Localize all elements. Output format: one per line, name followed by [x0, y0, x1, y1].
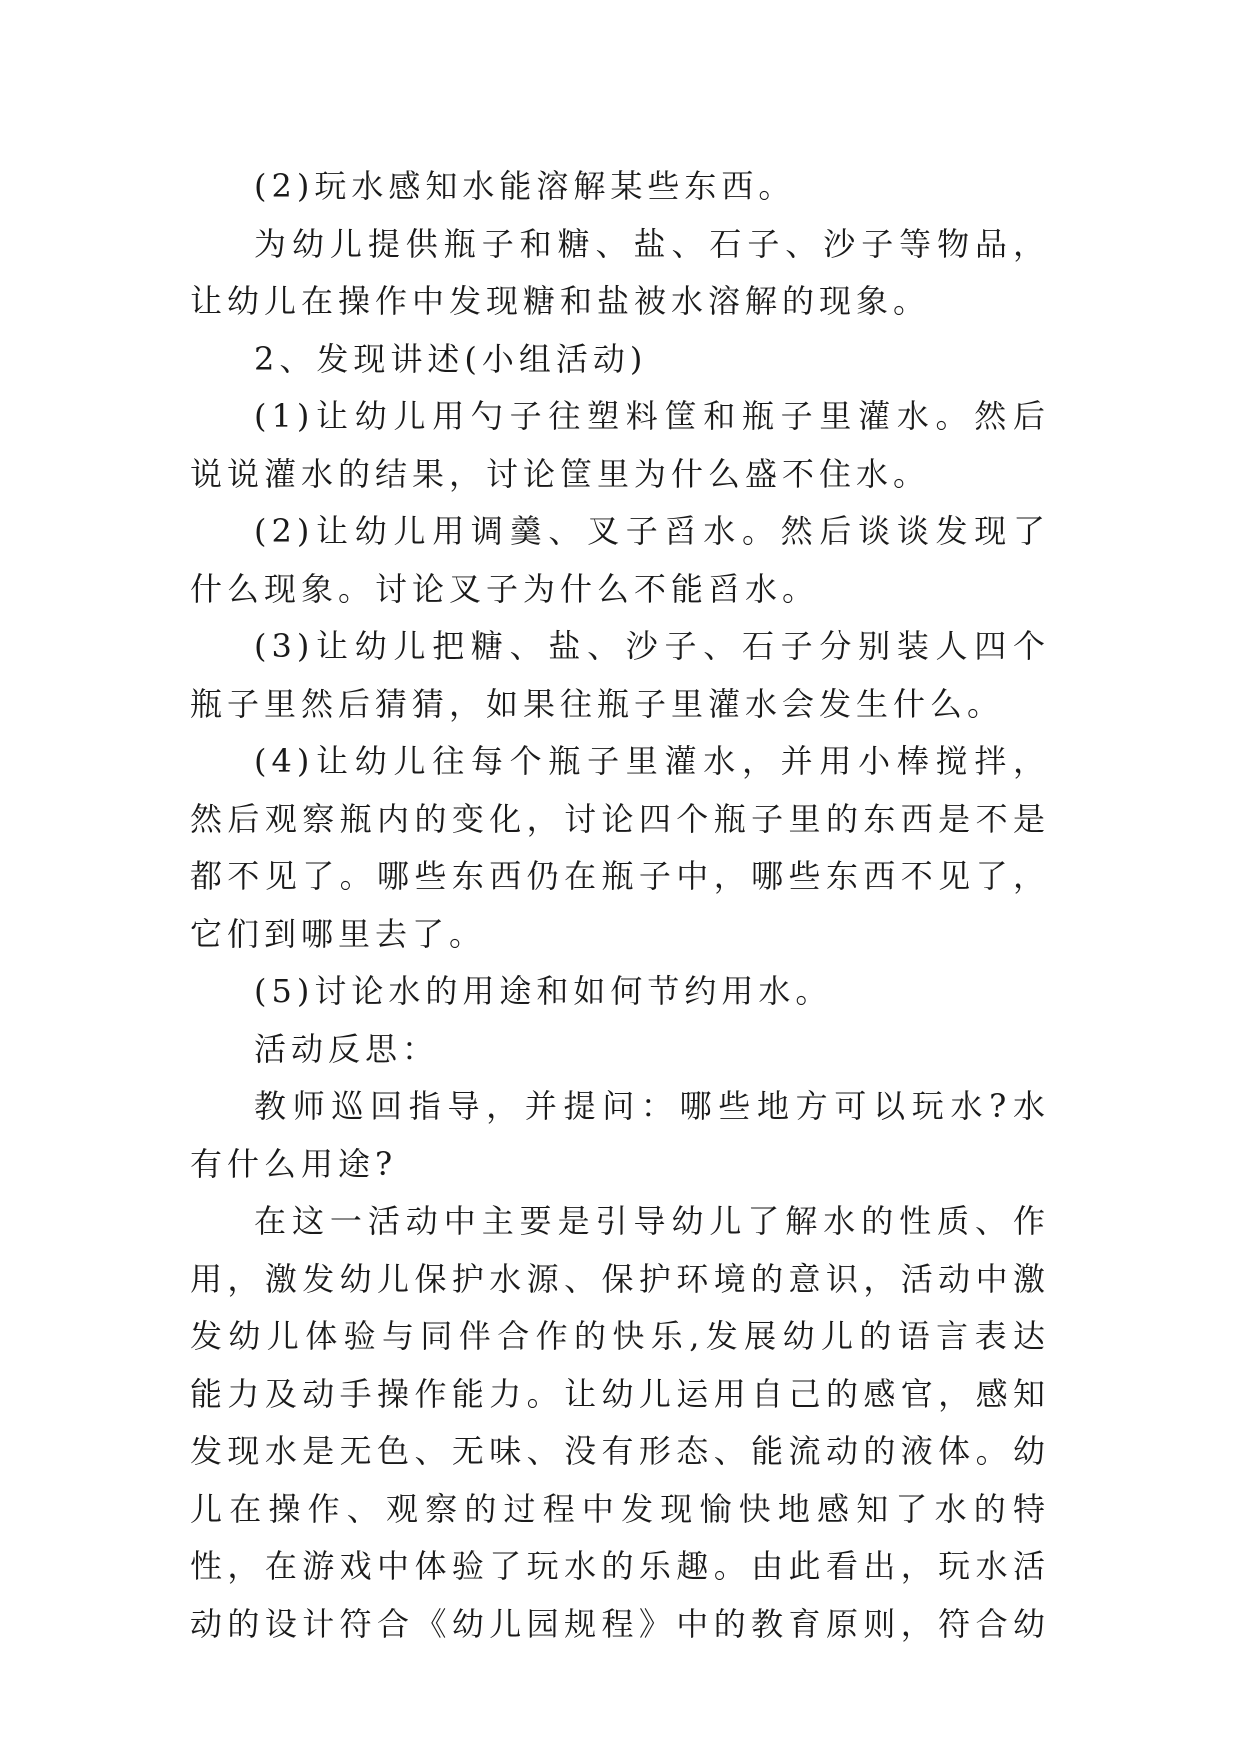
paragraph-teacher-guidance: 教师巡回指导，并提问：哪些地方可以玩水?水有什么用途? — [190, 1087, 1050, 1183]
paragraph-step-1: (1)让幼儿用勺子往塑料筐和瓶子里灌水。然后说说灌水的结果，讨论筐里为什么盛不住水。 — [190, 397, 1050, 493]
paragraph-dissolve-heading: (2)玩水感知水能溶解某些东西。 — [254, 167, 796, 205]
paragraph-section-2-heading: 2、发现讲述(小组活动) — [254, 339, 648, 378]
paragraph-step-5: (5)讨论水的用途和如何节约用水。 — [254, 972, 833, 1010]
paragraph-reflection-heading: 活动反思： — [254, 1029, 440, 1068]
paragraph-step-4: (4)让幼儿往每个瓶子里灌水，并用小棒搅拌，然后观察瓶内的变化，讨论四个瓶子里的东西是不是都不见了。哪些东西仍在瓶子中，哪些东西不见了，它们到哪里去了。 — [190, 742, 1050, 953]
document-body — [190, 158, 1050, 1653]
paragraph-step-3: (3)让幼儿把糖、盐、沙子、石子分别装人四个瓶子里然后猜猜，如果往瓶子里灌水会发生什么。 — [190, 627, 1050, 723]
paragraph-step-2: (2)让幼儿用调羹、叉子舀水。然后谈谈发现了什么现象。讨论叉子为什么不能舀水。 — [190, 512, 1050, 608]
paragraph-reflection-body: 在这一活动中主要是引导幼儿了解水的性质、作用，激发幼儿保护水源、保护环境的意识，活动中激发幼儿体验与同伴合作的快乐,发展幼儿的语言表达能力及动手操作能力。让幼儿运用自己的感官，感知发现水是无色、无味、没有形态、能流动的液体。幼儿在操作、观察的过程中发现愉快地感知了水的特性，在游戏中体验了玩水的乐趣。由此看出，玩水活动的设计符合《幼儿园规程》中的教育原则，符合幼 — [190, 1202, 1050, 1643]
paragraph-dissolve-materials: 为幼儿提供瓶子和糖、盐、石子、沙子等物品，让幼儿在操作中发现糖和盐被水溶解的现象。 — [190, 224, 1050, 320]
